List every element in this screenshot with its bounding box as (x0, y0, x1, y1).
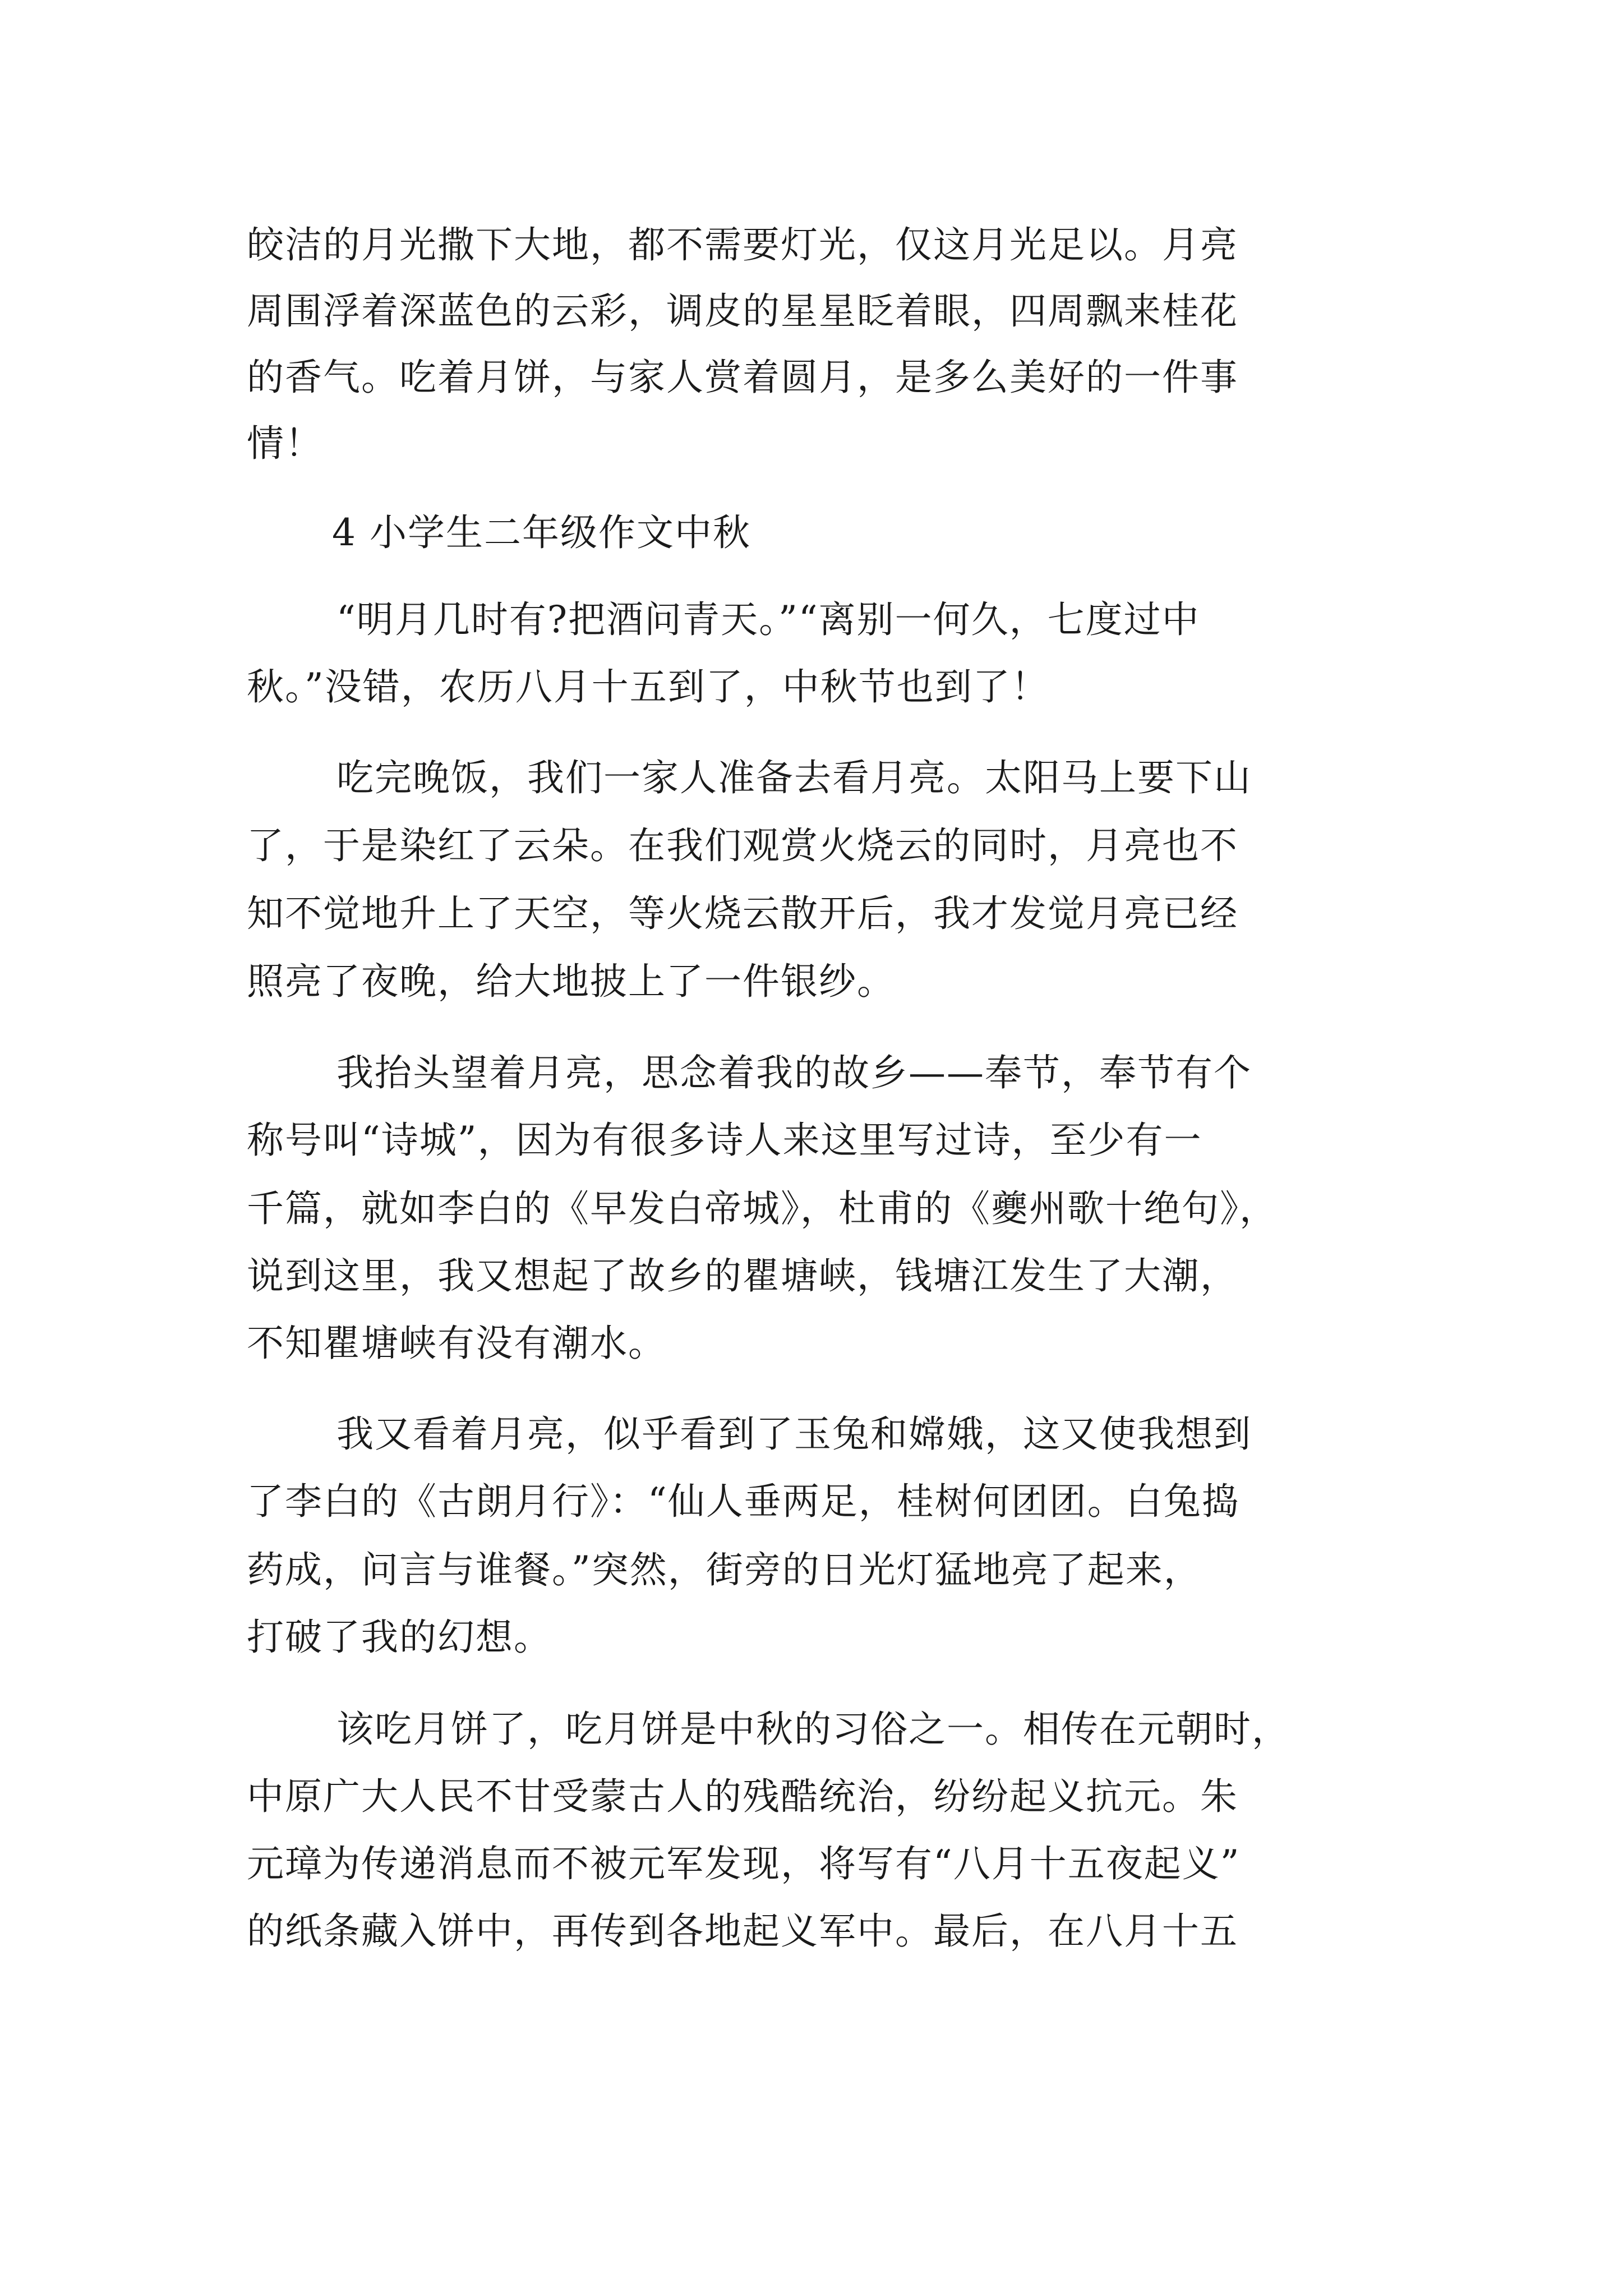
text-line: 我又看着月亮，似乎看到了玉兔和嫦娥，这又使我想到 (336, 1412, 1252, 1456)
text-line: 不知瞿塘峡有没有潮水。 (247, 1322, 666, 1365)
text-line: 秋。”没错，农历八月十五到了，中秋节也到了！ (247, 665, 1049, 708)
section-heading: 4 小学生二年级作文中秋 (332, 511, 751, 554)
text-line: 了李白的《古朗月行》：“仙人垂两足，桂树何团团。白兔捣 (247, 1480, 1240, 1523)
text-line: 中原广大人民不甘受蒙古人的残酷统治，纷纷起义抗元。朱 (247, 1775, 1238, 1818)
text-line: 皎洁的月光撒下大地，都不需要灯光，仅这月光足以。月亮 (247, 223, 1238, 266)
text-line: 照亮了夜晚，给大地披上了一件银纱。 (247, 960, 895, 1003)
text-line: 该吃月饼了，吃月饼是中秋的习俗之一。相传在元朝时， (336, 1708, 1290, 1751)
text-line: 的纸条藏入饼中，再传到各地起义军中。最后，在八月十五 (247, 1910, 1238, 1953)
text-line: 知不觉地升上了天空，等火烧云散开后，我才发觉月亮已经 (247, 892, 1238, 935)
text-line: 说到这里，我又想起了故乡的瞿塘峡，钱塘江发生了大潮， (247, 1254, 1238, 1297)
text-line: 千篇，就如李白的《早发白帝城》，杜甫的《夔州歌十绝句》， (247, 1187, 1278, 1230)
text-line: 的香气。吃着月饼，与家人赏着圆月，是多么美好的一件事 (247, 356, 1238, 399)
text-line: 情！ (247, 422, 323, 465)
text-line: 称号叫“诗城”，因为有很多诗人来这里写过诗，至少有一 (247, 1119, 1202, 1162)
text-line: 了，于是染红了云朵。在我们观赏火烧云的同时，月亮也不 (247, 824, 1238, 867)
text-line: 周围浮着深蓝色的云彩，调皮的星星眨着眼，四周飘来桂花 (247, 289, 1238, 333)
text-line: 药成，问言与谁餐。”突然，街旁的日光灯猛地亮了起来， (247, 1548, 1202, 1591)
text-line: 元璋为传递消息而不被元军发现，将写有“八月十五夜起义” (247, 1842, 1241, 1885)
text-line: 吃完晚饭，我们一家人准备去看月亮。太阳马上要下山 (336, 756, 1252, 799)
text-line: 打破了我的幻想。 (247, 1616, 552, 1659)
text-line: 我抬头望着月亮，思念着我的故乡——奉节，奉节有个 (336, 1051, 1252, 1094)
text-line: “明月几时有?把酒问青天。”“离别一何久，七度过中 (336, 598, 1200, 641)
